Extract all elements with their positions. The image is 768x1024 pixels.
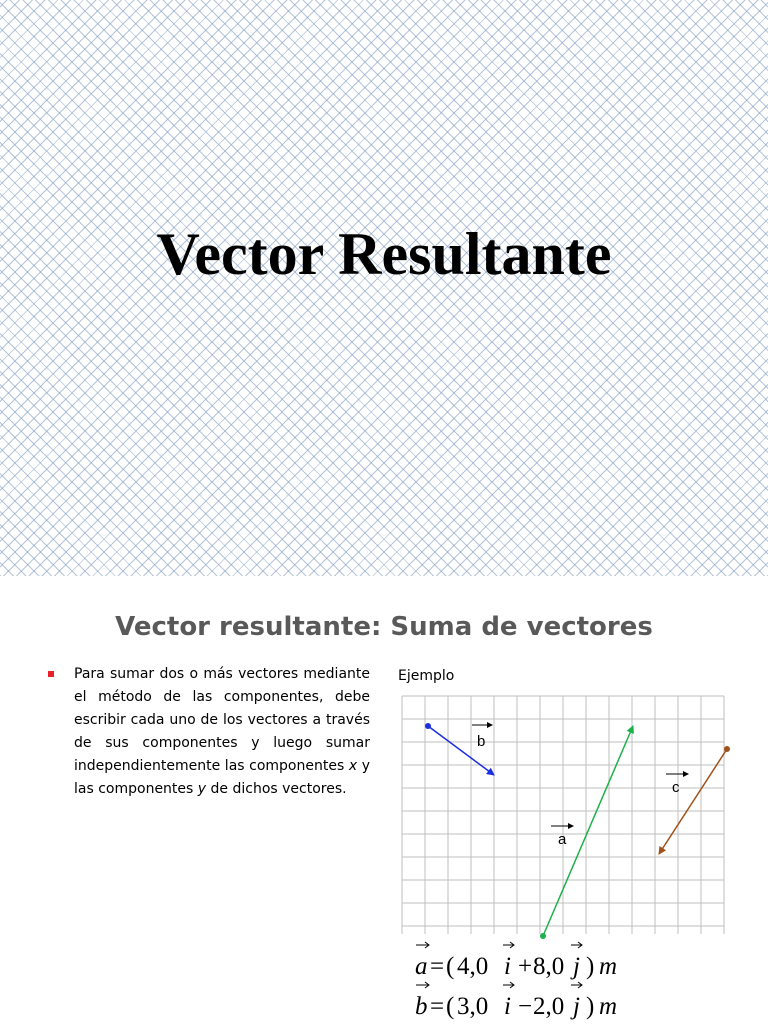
bullet-text-part3: de dichos vectores. [206,781,347,797]
eq-b-vector: b [415,993,428,1020]
vector-a-arrow [543,726,633,936]
vector-c-origin [724,746,730,752]
eq-a-unit: m [599,953,618,980]
eq-b-unit: m [599,993,618,1020]
bullet-text-part1: Para sumar dos o más vectores mediante el método de las componentes, debe escribir cada uno de los vectores a través de sus componentes y luego sumar independientemente las componentes [74,666,370,774]
label-b-text: b [477,733,486,750]
bullet-item [48,663,370,801]
bullet-text-x: x [348,758,358,774]
svg-text:=: = [430,993,445,1020]
eq-b-x-coef: 3,0 [457,993,489,1020]
svg-text:(: ( [446,953,455,980]
eq-a-y-coef: 8,0 [533,953,565,980]
label-a [551,826,573,848]
equation-b [415,982,617,1020]
label-a-text: a [558,831,567,848]
content-slide-title: Vector resultante: Suma de vectores [115,612,653,642]
grid-lines [402,696,724,934]
eq-b-i: i [504,993,511,1020]
eq-a-j: j [573,953,580,980]
content-slide [0,576,768,1024]
label-b [472,725,492,750]
eq-b-y-coef: 2,0 [533,993,565,1020]
eq-a-vector: a [415,953,428,980]
svg-text:): ) [586,993,595,1020]
slide-title: Vector Resultante [156,221,612,287]
example-label: Ejemplo [398,668,455,684]
vector-b-origin [425,723,431,729]
eq-a-x-coef: 4,0 [457,953,489,980]
bullet-square-icon [48,671,54,677]
svg-text:(: ( [446,993,455,1020]
svg-text:=: = [430,953,445,980]
label-c [666,774,688,796]
eq-b-sign: − [518,993,533,1020]
vector-grid-diagram [398,694,738,944]
eq-a-i: i [504,953,511,980]
bullet-text-part2: y las componentes [74,758,370,797]
equations [410,931,760,1023]
equation-a [415,942,617,980]
eq-b-j: j [573,993,580,1020]
eq-a-sign: + [518,953,533,980]
bullet-text-y: y [197,781,207,797]
bullet-text [74,663,370,801]
svg-text:): ) [586,953,595,980]
label-c-text: c [672,779,680,796]
